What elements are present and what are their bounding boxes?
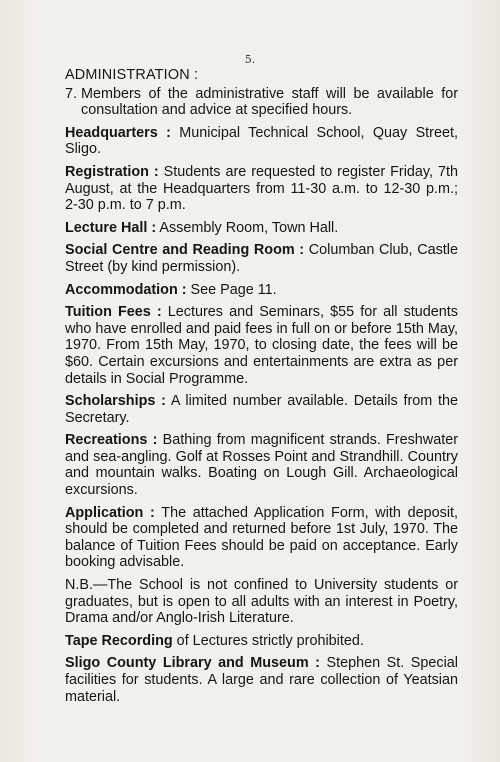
entry-label: Tape Recording: [65, 632, 173, 649]
item-text: Members of the administrative staff will be available for consultation and advice at specified hours.: [81, 85, 458, 119]
entry-text: Columban Club, Castle Street (by kind permission).: [65, 242, 458, 275]
entry-label: Social Centre and Reading Room :: [65, 242, 305, 259]
entry-label: Recreations :: [65, 432, 158, 449]
entry-text: A limited number available. Details from the Secretary.: [65, 393, 458, 426]
entry-text: Lectures and Seminars, $55 for all students who have enrolled and paid fees in full on or before 15th May, 1970. From 15th May, 1970, to closing date, the fees will be $60. Certain excursions and entertainments are extra as per details in Social Programme.: [65, 304, 458, 387]
entry-label: Application :: [65, 504, 155, 521]
item-7: [65, 86, 458, 119]
item-number: 7.: [65, 85, 78, 102]
entry-text: Stephen St. Special facilities for students. A large and rare collection of Yeatsian material.: [65, 655, 458, 705]
entry-label: Lecture Hall :: [65, 219, 157, 236]
entry-text: Assembly Room, Town Hall.: [156, 219, 339, 236]
page-number: 5.: [244, 53, 256, 66]
entry-lecture-hall: [65, 220, 458, 237]
section-heading: ADMINISTRATION :: [65, 67, 199, 83]
entry-text: The attached Application Form, with deposit, should be completed and returned before 1st July, 1970. The balance of Tuition Fees should be paid on acceptance. Early booking advisable.: [65, 504, 459, 571]
entry-accommodation: [65, 282, 458, 299]
entry-label: Registration :: [65, 163, 159, 180]
entry-label: Tuition Fees :: [65, 304, 162, 321]
entry-text: See Page 11.: [186, 281, 277, 298]
entry-text: Municipal Technical School, Quay Street, Sligo.: [65, 124, 458, 158]
nb-note: N.B.—The School is not confined to University students or graduates, but is open to all adults with an interest in Poetry, Drama and/or Anglo-Irish Literature.: [65, 577, 458, 627]
entry-headquarters: [65, 125, 458, 158]
entry-registration: [65, 164, 458, 214]
entry-label: Scholarships :: [65, 393, 166, 410]
entry-social-centre: [65, 242, 458, 275]
entry-text: Bathing from magnificent strands. Freshwater and sea-angling. Golf at Rosses Point and Strandhill. Country and mountain walks. Boating on Lough Gill. Archaeological excursions.: [65, 432, 458, 499]
entry-text: of Lectures strictly prohibited.: [172, 632, 364, 649]
entry-label: Headquarters :: [65, 124, 171, 141]
entry-application: [65, 505, 458, 571]
entry-scholarships: [65, 393, 458, 426]
entry-label: Accommodation :: [65, 281, 187, 298]
entry-tape-recording: [65, 633, 458, 650]
entry-label: Sligo County Library and Museum :: [65, 655, 320, 672]
entry-recreations: [65, 432, 458, 498]
entry-tuition-fees: [65, 304, 458, 387]
entry-library: [65, 655, 458, 705]
entry-text: Students are requested to register Friday, 7th August, at the Headquarters from 11-30 a.m. to 12-30 p.m.; 2-30 p.m. to 7 p.m.: [65, 163, 458, 214]
administration-section: [65, 67, 458, 711]
